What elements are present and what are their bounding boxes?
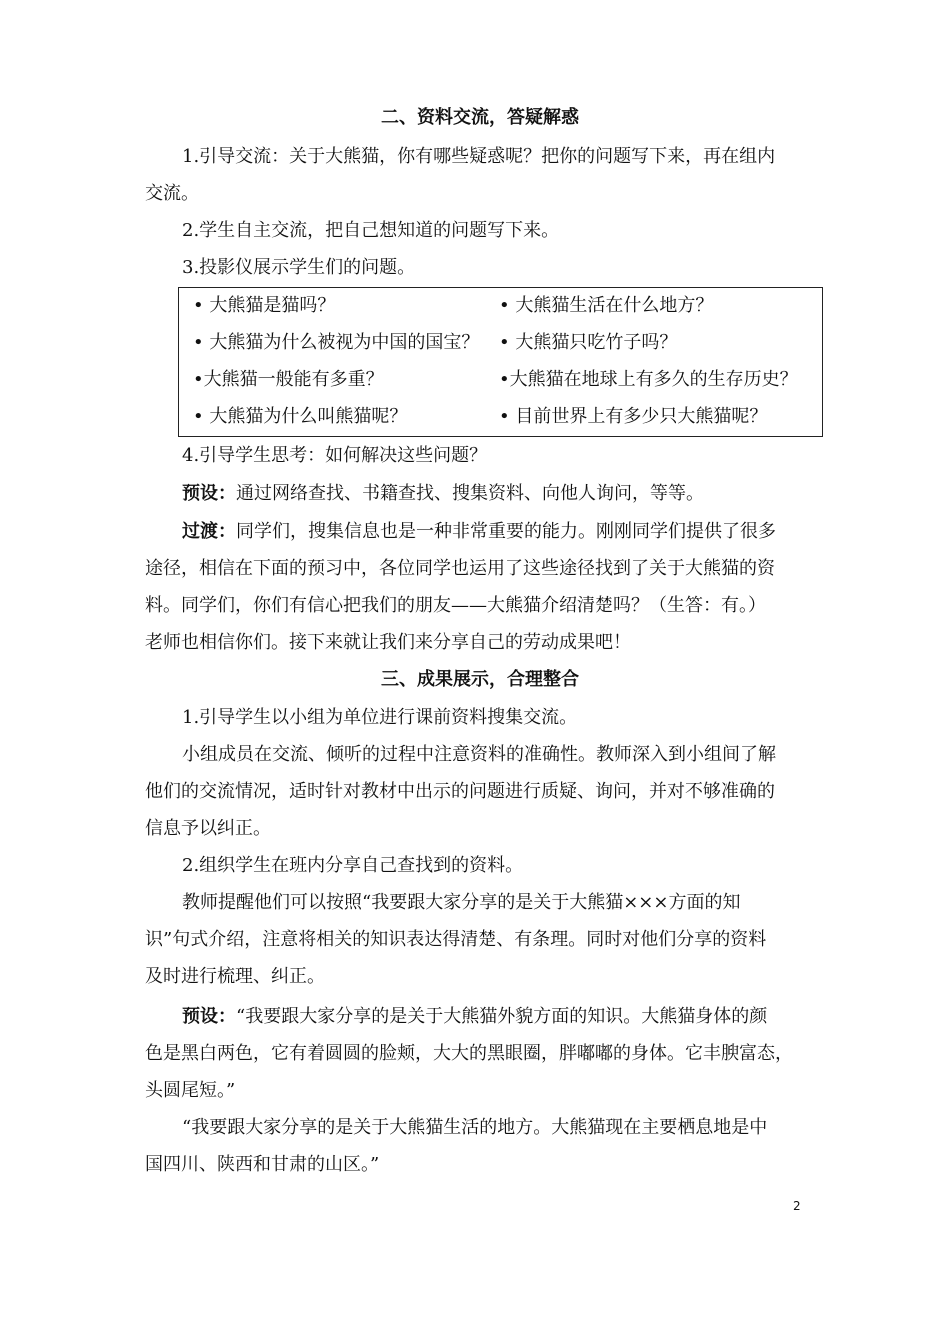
paragraph-line: 料。同学们，你们有信心把我们的朋友——大熊猫介绍清楚吗？（生答：有。） (145, 595, 766, 616)
paragraph-line: 2.学生自主交流，把自己想知道的问题写下来。 (182, 220, 560, 241)
question-box (178, 287, 823, 437)
question-item: •大熊猫一般能有多重？ (193, 369, 384, 390)
paragraph-line: 老师也相信你们。接下来就让我们来分享自己的劳动成果吧！ (145, 632, 631, 653)
paragraph-line: 1.引导交流：关于大熊猫，你有哪些疑惑呢？把你的问题写下来，再在组内 (182, 146, 776, 167)
question-item: • 大熊猫是猫吗？ (193, 295, 336, 316)
paragraph-line: 教师提醒他们可以按照“我要跟大家分享的是关于大熊猫×××方面的知 (182, 892, 741, 913)
paragraph-line: “我要跟大家分享的是关于大熊猫生活的地方。大熊猫现在主要栖息地是中 (182, 1117, 768, 1138)
paragraph-line: 1.引导学生以小组为单位进行课前资料搜集交流。 (182, 707, 578, 728)
preset-text: 通过网络查找、书籍查找、搜集资料、向他人询问，等等。 (236, 483, 704, 504)
question-item: •大熊猫在地球上有多久的生存历史？ (499, 369, 798, 390)
paragraph-line: 及时进行梳理、纠正。 (145, 966, 325, 987)
paragraph-line: 他们的交流情况，适时针对教材中出示的问题进行质疑、询问，并对不够准确的 (145, 781, 775, 802)
paragraph-line: 3.投影仪展示学生们的问题。 (182, 257, 416, 278)
paragraph-line: 小组成员在交流、倾听的过程中注意资料的准确性。教师深入到小组间了解 (182, 744, 776, 765)
transition-text: 同学们，搜集信息也是一种非常重要的能力。刚刚同学们提供了很多 (236, 521, 776, 542)
paragraph-line: 途径，相信在下面的预习中，各位同学也运用了这些途径找到了关于大熊猫的资 (145, 558, 775, 579)
preset-paragraph (182, 1005, 815, 1029)
question-item: • 大熊猫只吃竹子吗？ (499, 332, 678, 353)
paragraph-line: 识”句式介绍，注意将相关的知识表达得清楚、有条理。同时对他们分享的资料 (145, 929, 767, 950)
page-number: 2 (793, 1199, 801, 1213)
section-heading-2: 二、资料交流，答疑解惑 (381, 107, 579, 128)
paragraph-line: 色是黑白两色，它有着圆圆的脸颊，大大的黑眼圈，胖嘟嘟的身体。它丰腴富态， (145, 1043, 793, 1064)
paragraph-line: 交流。 (145, 183, 199, 204)
paragraph-line: 信息予以纠正。 (145, 818, 271, 839)
question-item: • 目前世界上有多少只大熊猫呢？ (499, 406, 768, 427)
section-heading-3: 三、成果展示，合理整合 (381, 669, 579, 690)
transition-label: 过渡： (182, 521, 236, 542)
paragraph-line: 2.组织学生在班内分享自己查找到的资料。 (182, 855, 524, 876)
preset-label: 预设： (182, 483, 236, 504)
paragraph-line: 国四川、陕西和甘肃的山区。” (145, 1154, 380, 1175)
question-item: • 大熊猫生活在什么地方？ (499, 295, 714, 316)
preset-text: “我要跟大家分享的是关于大熊猫外貌方面的知识。大熊猫身体的颜 (236, 1006, 768, 1027)
paragraph-line: 头圆尾短。” (145, 1080, 236, 1101)
preset-paragraph (182, 482, 815, 506)
transition-paragraph (182, 520, 815, 544)
paragraph-line: 4.引导学生思考：如何解决这些问题？ (182, 445, 488, 466)
question-item: • 大熊猫为什么被视为中国的国宝？ (193, 332, 480, 353)
question-item: • 大熊猫为什么叫熊猫呢？ (193, 406, 408, 427)
preset-label: 预设： (182, 1006, 236, 1027)
